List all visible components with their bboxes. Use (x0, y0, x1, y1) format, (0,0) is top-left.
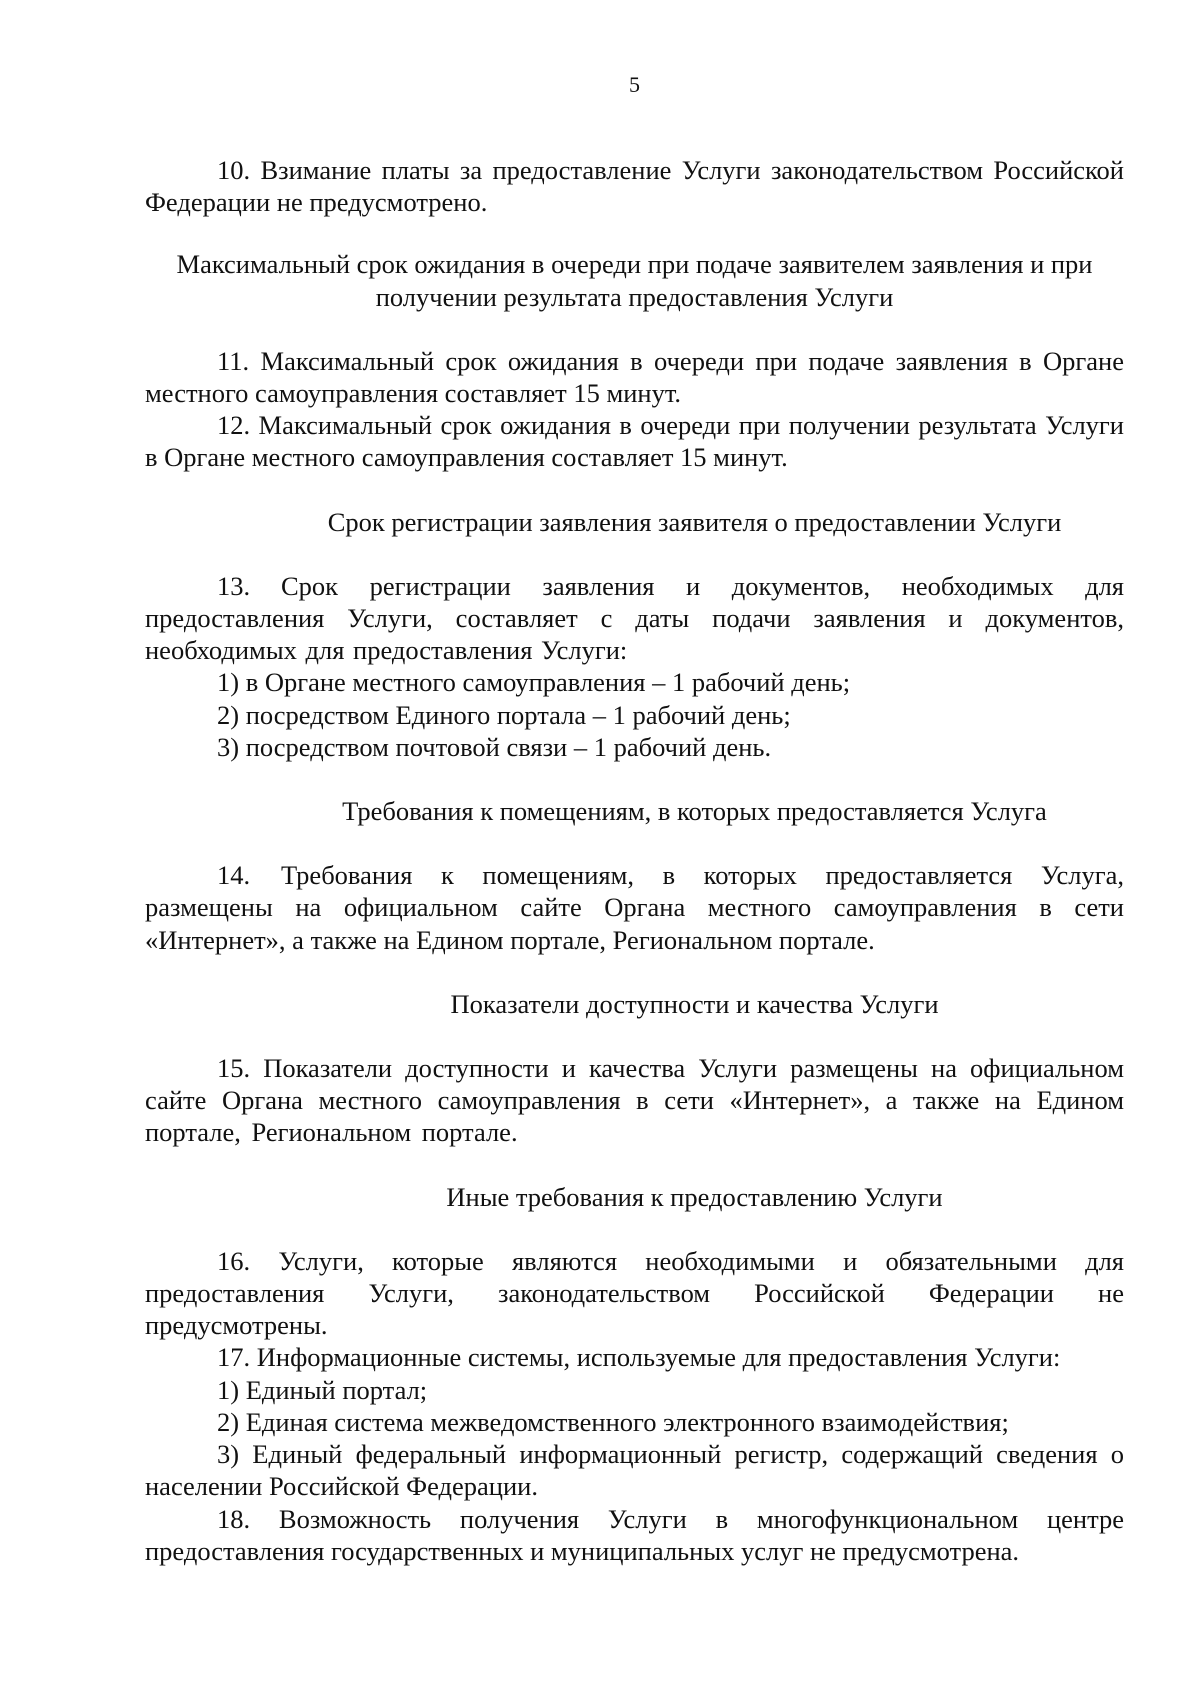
document-page (145, 0, 1124, 1698)
heading-queue-time: Максимальный срок ожидания в очереди при подаче заявителем заявления и при получении результата предоставления Услуги (176, 249, 1093, 312)
spacer (145, 1020, 1124, 1052)
page-number: 5 (629, 72, 640, 97)
paragraph-13-number: 13. (217, 570, 251, 601)
spacer (145, 313, 1124, 345)
paragraph-10: 10. Взимание платы за предоставление Услуги законодательством Российской Федерации не предусмотрено. (145, 155, 1124, 218)
paragraph-13-text: Срок регистрации заявления и документов, необходимых для предоставления Услуги, составляет с даты подачи заявления и документов, необходимых для предоставления Услуги: (145, 570, 1124, 666)
paragraph-17: 17. Информационные системы, используемые для предоставления Услуги: (217, 1342, 1061, 1373)
list-item: 1) Единый портал; (217, 1374, 428, 1405)
spacer (145, 1213, 1124, 1245)
spacer (145, 763, 1124, 795)
heading-quality-indicators: Показатели доступности и качества Услуги (450, 988, 939, 1019)
paragraph-17-item-3: 3) Единый федеральный информационный регистр, содержащий сведения о населении Российской Федерации. (145, 1439, 1124, 1502)
list-item: 2) посредством Единого портала – 1 рабочий день; (217, 699, 791, 730)
spacer (145, 1149, 1124, 1181)
spacer (145, 538, 1124, 570)
list-item: 1) в Органе местного самоуправления – 1 рабочий день; (217, 667, 851, 698)
paragraph-11: 11. Максимальный срок ожидания в очереди при подаче заявления в Органе местного самоуправления составляет 15 минут. (145, 345, 1124, 409)
spacer (145, 218, 1124, 248)
paragraph-18: 18. Возможность получения Услуги в многофункциональном центре предоставления государственных и муниципальных услуг не предусмотрена. (145, 1503, 1124, 1566)
heading-other-requirements: Иные требования к предоставлению Услуги (446, 1181, 943, 1212)
heading-registration-term: Срок регистрации заявления заявителя о предоставлении Услуги (327, 506, 1062, 537)
paragraph-12: 12. Максимальный срок ожидания в очереди при получении результата Услуги в Органе местного самоуправления составляет 15 минут. (145, 410, 1124, 473)
paragraph-16: 16. Услуги, которые являются необходимыми и обязательными для предоставления Услуги, законодательством Российской Федерации не предусмотрены. (145, 1245, 1124, 1341)
heading-premises: Требования к помещениям, в которых предоставляется Услуга (342, 796, 1047, 827)
paragraph-15: 15. Показатели доступности и качества Услуги размещены на официальном сайте Органа местного самоуправления в сети «Интернет», а также на Едином портале, Региональном портале. (145, 1053, 1124, 1148)
spacer (145, 474, 1124, 506)
document-body (145, 154, 1124, 1567)
paragraph-13 (145, 570, 1124, 667)
paragraph-14-number: 14. (217, 860, 251, 891)
paragraph-14-text: Требования к помещениям, в которых предоставляется Услуга, размещены на официальном сайте Органа местного самоуправления в сети «Интернет», а также на Едином портале, Региональном портале. (145, 860, 1124, 955)
spacer (145, 956, 1124, 988)
paragraph-14 (145, 859, 1124, 956)
list-item: 3) посредством почтовой связи – 1 рабочий день. (217, 731, 772, 762)
spacer (145, 827, 1124, 859)
list-item: 2) Единая система межведомственного электронного взаимодействия; (217, 1406, 1009, 1437)
